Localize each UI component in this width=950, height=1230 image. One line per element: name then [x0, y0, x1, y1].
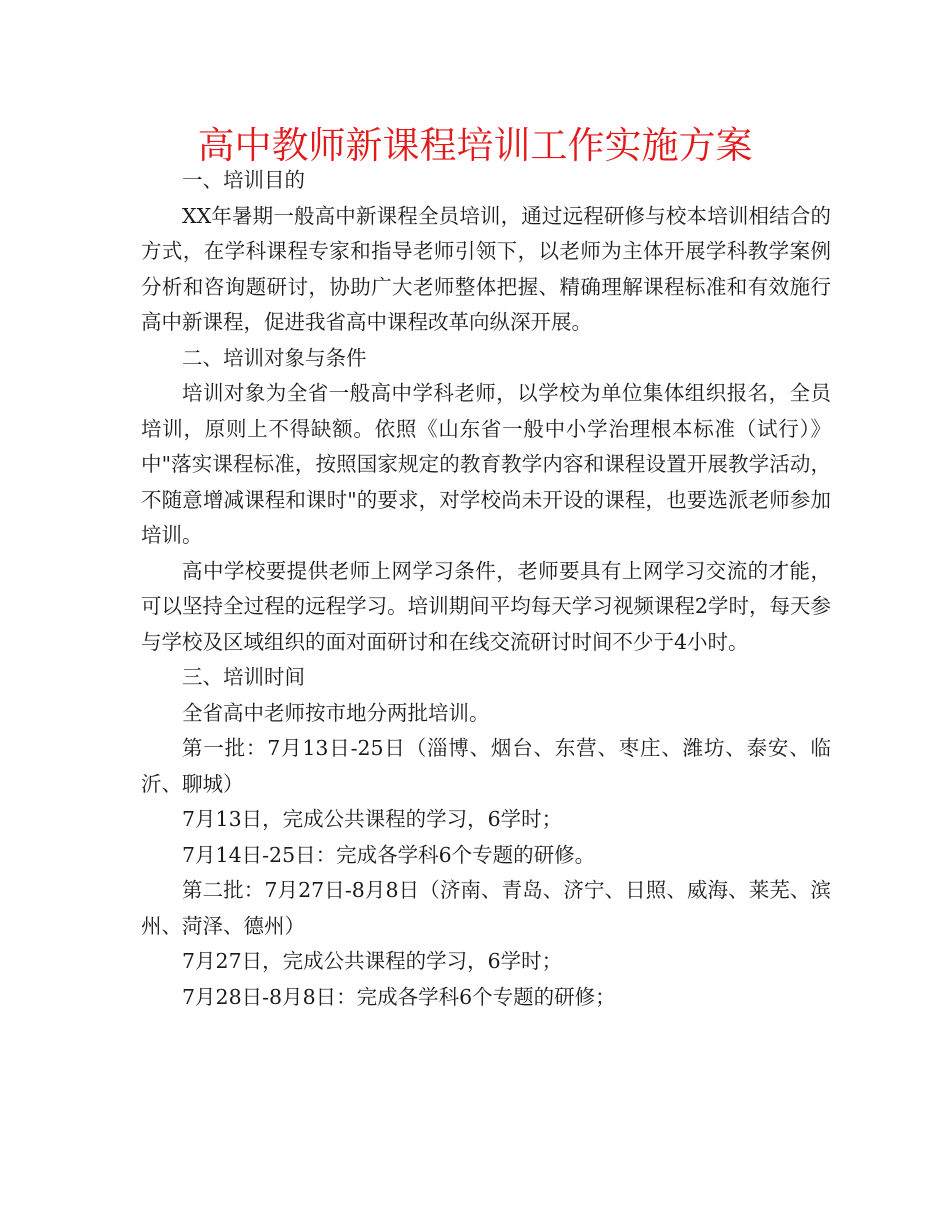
section-heading-time: 三、培训时间 [182, 665, 305, 689]
list-item: 7月27日，完成公共课程的学习，6学时； [182, 949, 563, 973]
paragraph-batch-one: 第一批：7月13日-25日（淄博、烟台、东营、枣庄、潍坊、泰安、临沂、聊城） [141, 736, 831, 796]
document-body [141, 163, 831, 1015]
paragraph-batches: 全省高中老师按市地分两批培训。 [182, 700, 490, 725]
list-item: 7月14日-25日：完成各学科6个专题的研修。 [182, 842, 596, 867]
list-item: 7月28日-8月8日：完成各学科6个专题的研修； [182, 984, 616, 1009]
paragraph-purpose: XX年暑期一般高中新课程全员培训，通过远程研修与校本培训相结合的方式，在学科课程专家和指导老师引领下，以老师为主体开展学科教学案例分析和咨询题研讨，协助广大老师整体把握、精确理解课程标准和有效施行高中新课程，促进我省高中课程改革向纵深开展。 [141, 203, 831, 334]
paragraph-target: 培训对象为全省一般高中学科老师，以学校为单位集体组织报名，全员培训，原则上不得缺额。依照《山东省一般中小学治理根本标准（试行）》中"落实课程标准，按照国家规定的教育教学内容和课程设置开展教学活动，不随意增减课程和课时"的要求，对学校尚未开设的课程，也要选派老师参加培训。 [141, 381, 831, 547]
document-title: 高中教师新课程培训工作实施方案 [197, 124, 753, 167]
list-item: 7月13日，完成公共课程的学习，6学时； [182, 807, 563, 831]
section-heading-target: 二、培训对象与条件 [182, 345, 367, 370]
section-heading-purpose: 一、培训目的 [182, 168, 305, 192]
paragraph-batch-two: 第二批：7月27日-8月8日（济南、青岛、济宁、日照、威海、莱芜、滨州、菏泽、德州） [141, 878, 831, 938]
paragraph-conditions: 高中学校要提供老师上网学习条件，老师要具有上网学习交流的才能，可以坚持全过程的远程学习。培训期间平均每天学习视频课程2学时，每天参与学校及区域组织的面对面研讨和在线交流研讨时间不少于4小时。 [141, 558, 831, 654]
